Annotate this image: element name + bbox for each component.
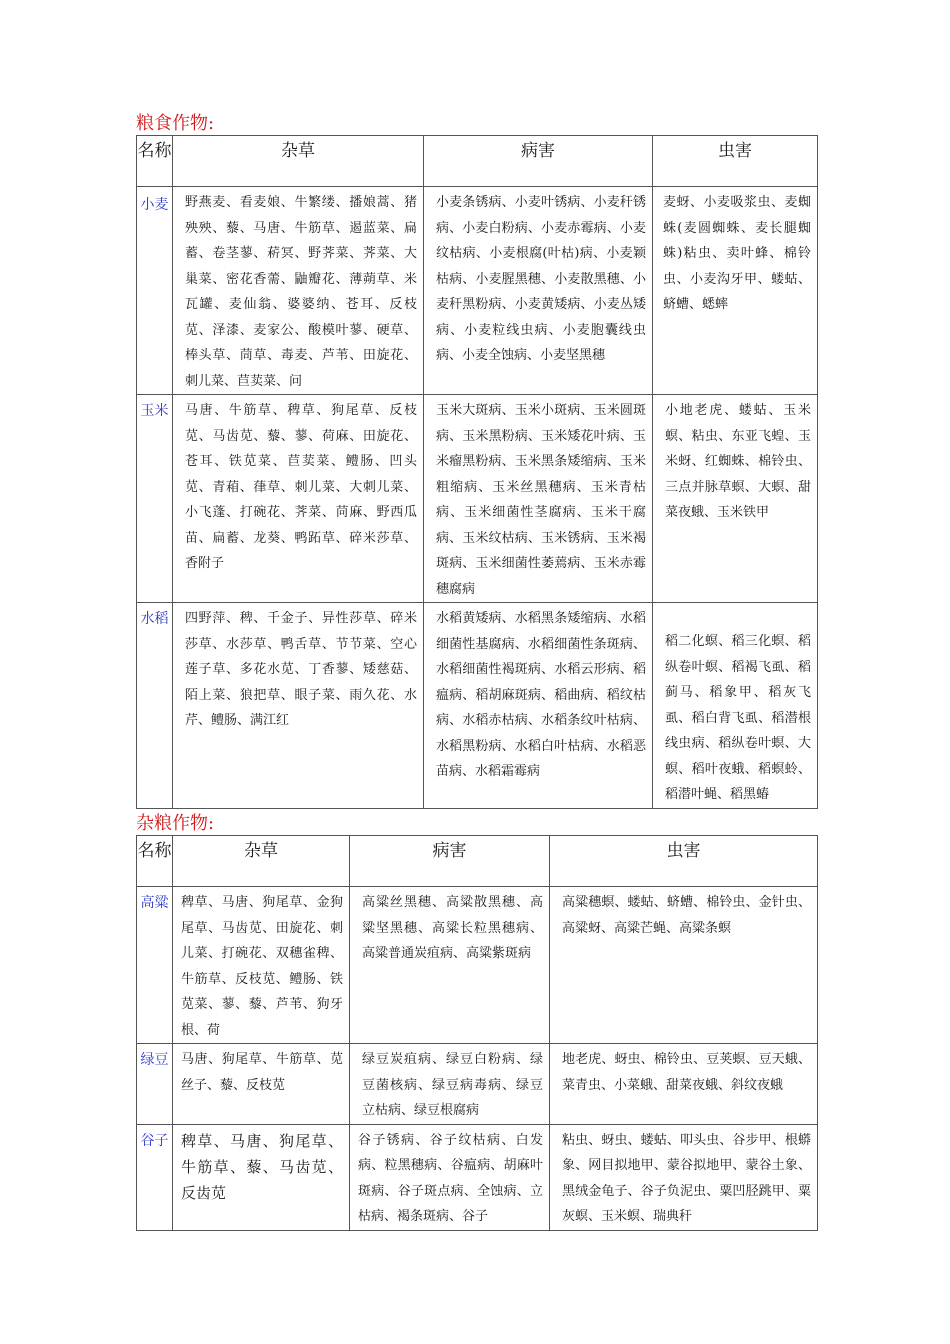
- diseases-cell: 玉米大斑病、玉米小斑病、玉米圆斑病、玉米黑粉病、玉米矮花叶病、玉米瘤黑粉病、玉米黑条矮缩病、玉米粗缩病、玉米丝黑穗病、玉米青枯病、玉米细菌性茎腐病、玉米干腐病、玉米纹枯病、玉米锈病、玉米褐斑病、玉米细菌性萎蔫病、玉米赤霉穗腐病: [424, 395, 653, 603]
- diseases-cell: 小麦条锈病、小麦叶锈病、小麦秆锈病、小麦白粉病、小麦赤霉病、小麦纹枯病、小麦根腐(叶枯)病、小麦颖枯病、小麦腥黑穗、小麦散黑穗、小麦秆黑粉病、小麦黄矮病、小麦丛矮病、小麦粒线虫病、小麦胞囊线虫病、小麦全蚀病、小麦坚黑穗: [424, 187, 653, 395]
- header-pests: 虫害: [653, 136, 818, 187]
- table-header-row: [137, 136, 818, 187]
- header-weeds: 杂草: [173, 136, 424, 187]
- header-diseases: 病害: [350, 836, 550, 887]
- grain-section-title: 粮食作物:: [136, 113, 215, 134]
- pests-cell: 稻二化螟、稻三化螟、稻纵卷叶螟、稻褐飞虱、稻蓟马、稻象甲、稻灰飞虱、稻白背飞虱、稻潜根线虫病、稻纵卷叶螟、大螟、稻叶夜蛾、稻螟蛉、稻潜叶蝇、稻黑蝽: [653, 603, 818, 809]
- table-row: [137, 887, 818, 1044]
- crop-name: 谷子: [137, 1124, 173, 1230]
- diseases-cell: 水稻黄矮病、水稻黑条矮缩病、水稻细菌性基腐病、水稻细菌性条斑病、水稻细菌性褐斑病、水稻云形病、稻瘟病、稻胡麻斑病、稻曲病、稻纹枯病、水稻赤枯病、水稻条纹叶枯病、水稻黑粉病、水稻白叶枯病、水稻恶苗病、水稻霜霉病: [424, 603, 653, 809]
- table-row: [137, 1124, 818, 1230]
- header-name: 名称: [137, 136, 173, 187]
- pests-cell: 小地老虎、蝼蛄、玉米螟、粘虫、东亚飞蝗、玉米蚜、红蜘蛛、棉铃虫、三点并脉草螟、大螟、甜菜夜蛾、玉米铁甲: [653, 395, 818, 603]
- weeds-cell: 四野萍、稗、千金子、异性莎草、碎米莎草、水莎草、鸭舌草、节节菜、空心莲子草、多花水苋、丁香蓼、矮慈菇、陌上菜、狼把草、眼子菜、雨久花、水芹、鳢肠、满江红: [173, 603, 424, 809]
- crop-name: 小麦: [137, 187, 173, 395]
- table-row: [137, 395, 818, 603]
- table-row: [137, 187, 818, 395]
- pests-cell: 地老虎、蚜虫、棉铃虫、豆荚螟、豆天蛾、菜青虫、小菜蛾、甜菜夜蛾、斜纹夜蛾: [550, 1044, 818, 1125]
- crop-name: 高粱: [137, 887, 173, 1044]
- diseases-cell: 绿豆炭疽病、绿豆白粉病、绿豆菌核病、绿豆病毒病、绿豆立枯病、绿豆根腐病: [350, 1044, 550, 1125]
- weeds-cell: 稗草、马唐、狗尾草、金狗尾草、马齿苋、田旋花、刺儿菜、打碗花、双穗雀稗、牛筋草、反枝苋、鳢肠、铁苋菜、蓼、藜、芦苇、狗牙根、荷: [173, 887, 350, 1044]
- table-header-row: [137, 836, 818, 887]
- crop-name: 水稻: [137, 603, 173, 809]
- grain-crops-table: [136, 135, 818, 809]
- coarse-crops-table: [136, 835, 818, 1231]
- diseases-cell: 高粱丝黑穗、高粱散黑穗、高粱坚黑穗、高粱长粒黑穗病、高粱普通炭疽病、高粱紫斑病: [350, 887, 550, 1044]
- header-weeds: 杂草: [173, 836, 350, 887]
- pests-cell: 粘虫、蚜虫、蝼蛄、叩头虫、谷步甲、根蟒象、网目拟地甲、蒙谷拟地甲、蒙谷土象、黑绒金龟子、谷子负泥虫、粟凹胫跳甲、粟灰螟、玉米螟、瑞典秆: [550, 1124, 818, 1230]
- weeds-cell: 马唐、狗尾草、牛筋草、苋丝子、藜、反枝苋: [173, 1044, 350, 1125]
- weeds-cell: 野燕麦、看麦娘、牛繁缕、播娘蒿、猪殃殃、藜、马唐、牛筋草、遏蓝菜、扁蓄、卷茎蓼、菥冥、野荠菜、荠菜、大巢菜、密花香薷、鼬瓣花、薄蒴草、米瓦罐、麦仙翁、婆婆纳、苍耳、反枝苋、泽漆、麦家公、酸模叶蓼、硬草、棒头草、茼草、毒麦、芦苇、田旋花、刺儿菜、苣荬菜、问: [173, 187, 424, 395]
- header-diseases: 病害: [424, 136, 653, 187]
- coarse-section-title: 杂粮作物:: [136, 813, 215, 834]
- header-name: 名称: [137, 836, 173, 887]
- pests-cell: 麦蚜、小麦吸浆虫、麦蜘蛛(麦圆蜘蛛、麦长腿蜘蛛)粘虫、卖叶蜂、棉铃虫、小麦沟牙甲、蝼蛄、蛴螬、蟋蟀: [653, 187, 818, 395]
- weeds-cell: 稗草、马唐、狗尾草、牛筋草、藜、马齿苋、反齿苋: [173, 1124, 350, 1230]
- table-row: [137, 1044, 818, 1125]
- diseases-cell: 谷子锈病、谷子纹枯病、白发病、粒黑穗病、谷瘟病、胡麻叶斑病、谷子斑点病、全蚀病、立枯病、褐条斑病、谷子: [350, 1124, 550, 1230]
- header-pests: 虫害: [550, 836, 818, 887]
- pests-cell: 高粱穗螟、蝼蛄、蛴螬、棉铃虫、金针虫、高粱蚜、高粱芒蝇、高粱条螟: [550, 887, 818, 1044]
- table-row: [137, 603, 818, 809]
- weeds-cell: 马唐、牛筋草、稗草、狗尾草、反枝苋、马齿苋、藜、蓼、荷麻、田旋花、苍耳、铁苋菜、苣荬菜、鳢肠、凹头苋、青葙、葎草、刺儿菜、大刺儿菜、小飞蓬、打碗花、荠菜、苘麻、野西瓜苗、扁蓄、龙葵、鸭跖草、碎米莎草、香附子: [173, 395, 424, 603]
- crop-name: 绿豆: [137, 1044, 173, 1125]
- crop-name: 玉米: [137, 395, 173, 603]
